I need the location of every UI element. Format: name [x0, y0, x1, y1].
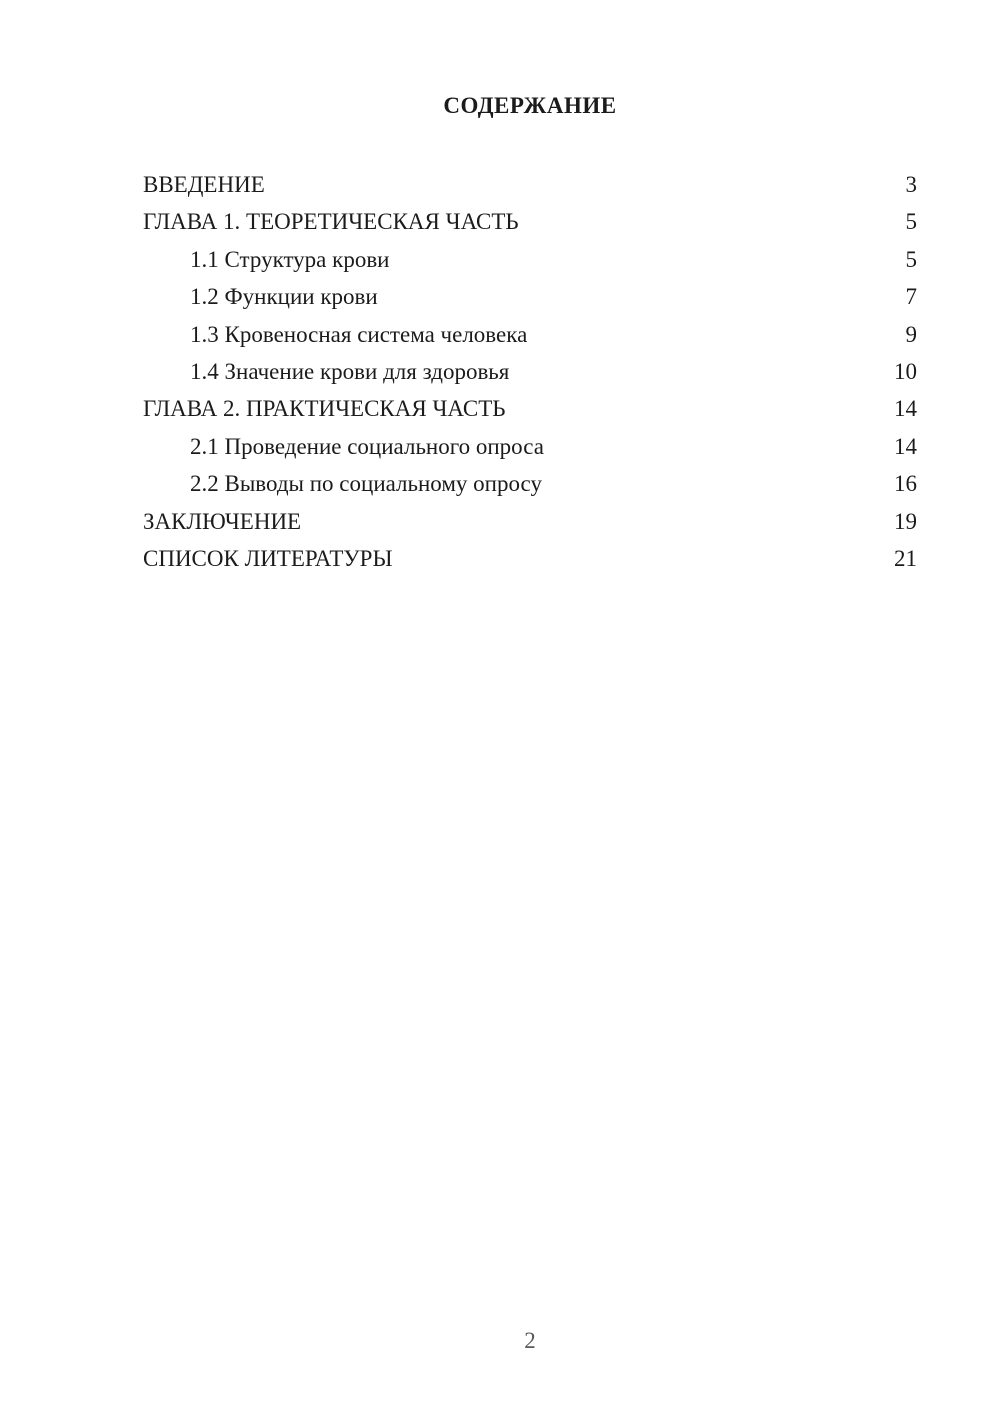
toc-entry-page-number: 10 [894, 358, 917, 384]
toc-entry-label: 2.2 Выводы по социальному опросу [190, 471, 542, 497]
toc-entry-page-number: 19 [894, 508, 917, 534]
toc-entry-label: СПИСОК ЛИТЕРАТУРЫ [143, 545, 393, 571]
toc-list [143, 166, 917, 577]
toc-entry-label: 1.2 Функции крови [190, 284, 378, 310]
toc-entry-label: ГЛАВА 2. ПРАКТИЧЕСКАЯ ЧАСТЬ [143, 396, 506, 422]
toc-entry [143, 428, 917, 465]
toc-entry [143, 503, 917, 540]
toc-entry [143, 390, 917, 427]
toc-entry [143, 465, 917, 502]
toc-entry-page-number: 5 [905, 246, 917, 272]
toc-entry [143, 353, 917, 390]
toc-entry-page-number: 9 [905, 321, 917, 347]
page-title: СОДЕРЖАНИЕ [443, 93, 617, 118]
toc-entry-label: ВВЕДЕНИЕ [143, 172, 265, 197]
toc-entry-page-number: 3 [905, 172, 917, 197]
toc-entry [143, 316, 917, 353]
toc-entry [143, 166, 917, 203]
toc-entry-page-number: 14 [894, 396, 917, 422]
toc-entry [143, 540, 917, 577]
toc-entry-label: ЗАКЛЮЧЕНИЕ [143, 508, 302, 534]
toc-entry [143, 241, 917, 278]
toc-entry-page-number: 5 [905, 209, 917, 235]
toc-entry-label: 2.1 Проведение социального опроса [190, 433, 544, 459]
toc-entry-page-number: 7 [905, 284, 917, 310]
toc-entry [143, 278, 917, 315]
toc-entry-label: 1.4 Значение крови для здоровья [190, 358, 510, 384]
toc-entry-page-number: 16 [894, 471, 917, 497]
toc-entry-page-number: 21 [894, 545, 917, 571]
toc-entry-label: ГЛАВА 1. ТЕОРЕТИЧЕСКАЯ ЧАСТЬ [143, 209, 519, 235]
toc-entry-label: 1.1 Структура крови [190, 246, 390, 272]
toc-entry-page-number: 14 [894, 433, 917, 459]
footer-page-number: 2 [524, 1328, 536, 1353]
toc-entry-label: 1.3 Кровеносная система человека [190, 321, 528, 347]
toc-entry [143, 203, 917, 240]
